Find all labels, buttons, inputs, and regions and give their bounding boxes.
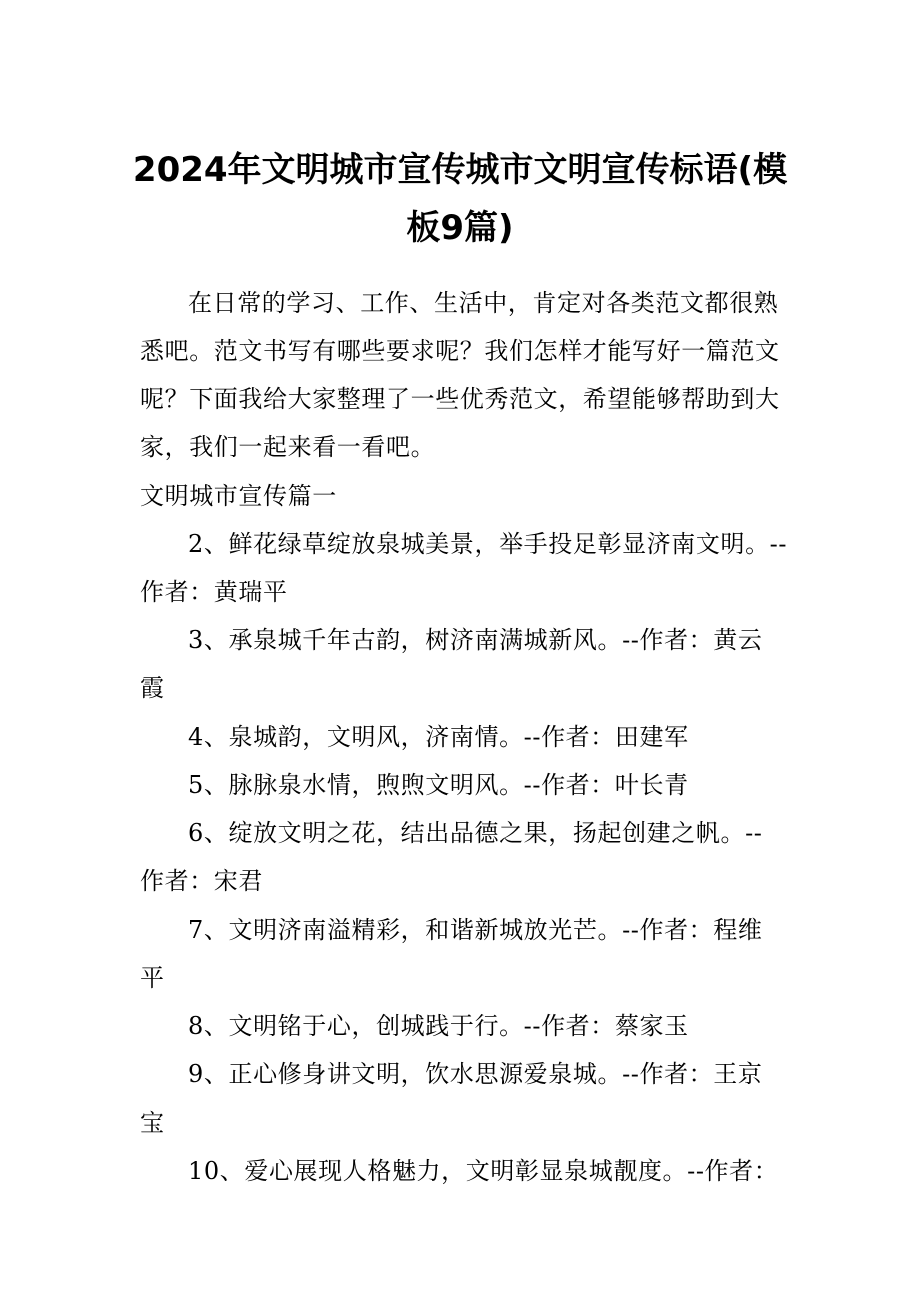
document-title-line-2: 板9篇) <box>406 208 514 248</box>
slogan-line: 6、绽放文明之花，结出品德之果，扬起创建之帆。-- <box>188 819 763 847</box>
slogan-line: 宝 <box>140 1109 165 1137</box>
slogan-line: 作者：宋君 <box>140 867 263 895</box>
intro-paragraph-line: 悉吧。范文书写有哪些要求呢？我们怎样才能写好一篇范文 <box>140 337 780 365</box>
slogan-line: 5、脉脉泉水情，煦煦文明风。--作者：叶长青 <box>188 771 689 799</box>
intro-paragraph-line: 呢？下面我给大家整理了一些优秀范文，希望能够帮助到大 <box>140 385 780 413</box>
slogan-line: 7、文明济南溢精彩，和谐新城放光芒。--作者：程维 <box>188 916 763 944</box>
slogan-line: 作者：黄瑞平 <box>140 578 288 606</box>
slogan-line: 9、正心修身讲文明，饮水思源爱泉城。--作者：王京 <box>188 1060 763 1088</box>
slogan-line: 平 <box>140 964 165 992</box>
slogan-line: 3、承泉城千年古韵，树济南满城新风。--作者：黄云 <box>188 626 763 654</box>
slogan-line: 10、爱心展现人格魅力，文明彰显泉城靓度。--作者： <box>188 1157 779 1185</box>
slogan-line: 霞 <box>140 674 165 702</box>
intro-paragraph-line: 家，我们一起来看一看吧。 <box>140 433 436 461</box>
slogan-line: 2、鲜花绿草绽放泉城美景，举手投足彰显济南文明。-- <box>188 530 788 558</box>
slogan-line: 4、泉城韵，文明风，济南情。--作者：田建军 <box>188 723 689 751</box>
document-title-line-1: 2024年文明城市宣传城市文明宣传标语(模 <box>132 150 788 190</box>
slogan-line: 8、文明铭于心，创城践于行。--作者：蔡家玉 <box>188 1012 689 1040</box>
intro-paragraph-line: 在日常的学习、工作、生活中，肯定对各类范文都很熟 <box>188 289 779 317</box>
section-heading: 文明城市宣传篇一 <box>140 482 337 510</box>
